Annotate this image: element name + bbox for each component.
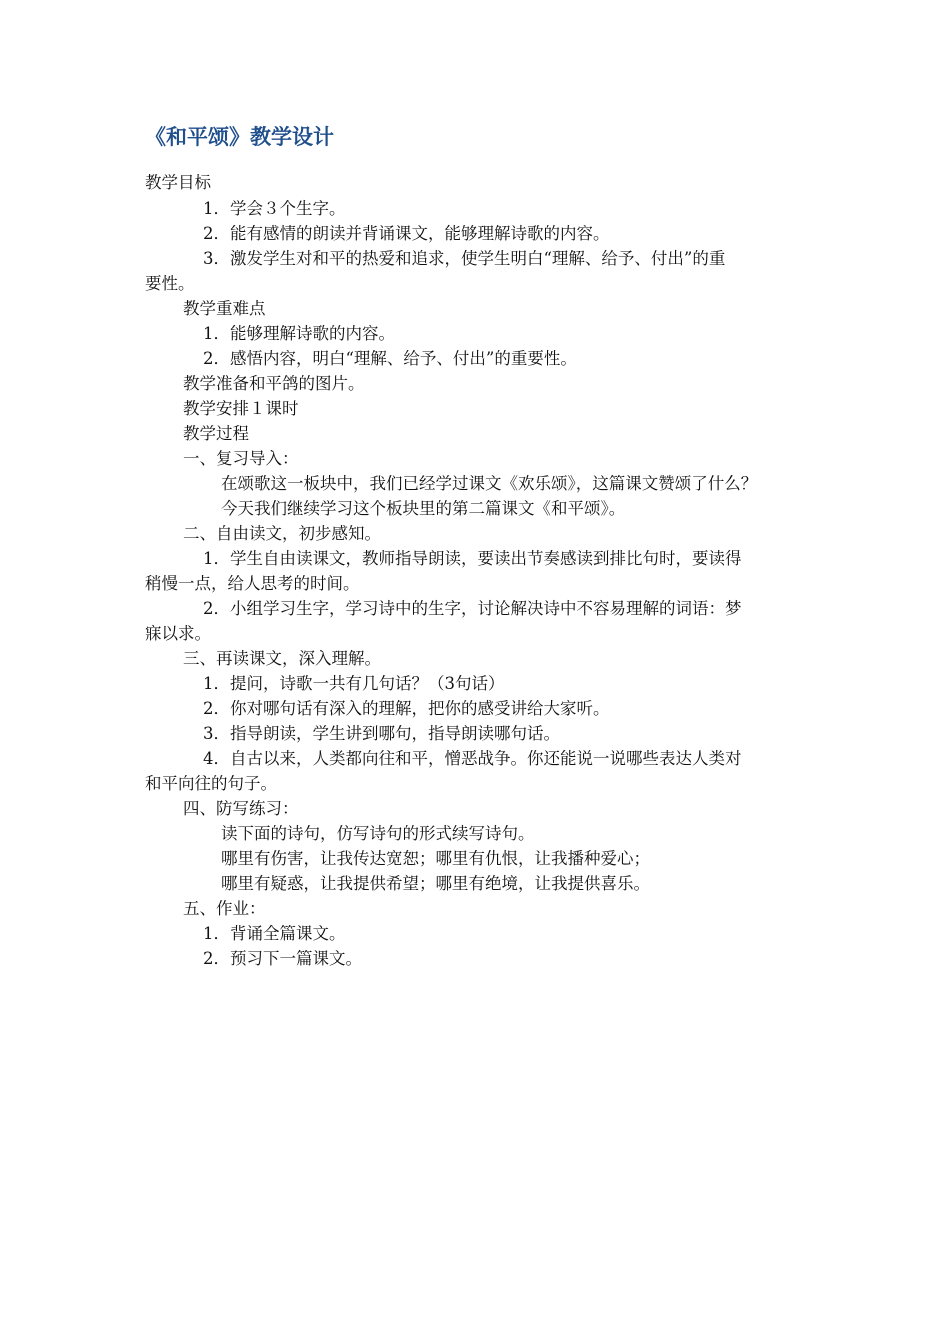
step-heading: 五、作业： [183, 899, 266, 918]
step-text-continuation: 稍慢一点，给人思考的时间。 [145, 574, 360, 593]
key-point-item: 1．能够理解诗歌的内容。 [203, 324, 395, 343]
objective-item: 2．能有感情的朗读并背诵课文，能够理解诗歌的内容。 [203, 224, 610, 243]
objective-item: 3．激发学生对和平的热爱和追求，使学生明白“理解、给予、付出”的重 [203, 249, 726, 268]
objective-item: 1．学会３个生字。 [203, 199, 346, 218]
step-heading: 一、复习导入： [183, 449, 299, 468]
poem-line: 哪里有疑惑，让我提供希望；哪里有绝境，让我提供喜乐。 [221, 874, 650, 893]
homework-item: 1．背诵全篇课文。 [203, 924, 346, 943]
section-preparation: 教学准备和平鸽的图片。 [183, 374, 365, 393]
step-text: 在颂歌这一板块中，我们已经学过课文《欢乐颂》，这篇课文赞颂了什么？ [221, 474, 758, 493]
step-text: 1．提问，诗歌一共有几句话？（3句话） [203, 674, 505, 693]
homework-item: 2．预习下一篇课文。 [203, 949, 362, 968]
objective-item-continuation: 要性。 [145, 274, 195, 293]
step-text: 今天我们继续学习这个板块里的第二篇课文《和平颂》。 [221, 499, 626, 518]
step-text-continuation: 和平向往的句子。 [145, 774, 277, 793]
step-text: 2．小组学习生字，学习诗中的生字，讨论解决诗中不容易理解的词语：梦 [203, 599, 742, 618]
step-text: 3．指导朗读，学生讲到哪句，指导朗读哪句话。 [203, 724, 560, 743]
key-point-item: 2．感悟内容，明白“理解、给予、付出”的重要性。 [203, 349, 577, 368]
step-text: 1．学生自由读课文，教师指导朗读，要读出节奏感读到排比句时，要读得 [203, 549, 742, 568]
step-heading: 二、自由读文，初步感知。 [183, 524, 381, 543]
poem-line: 哪里有伤害，让我传达宽恕；哪里有仇恨，让我播种爱心； [221, 849, 650, 868]
section-schedule: 教学安排１课时 [183, 399, 299, 418]
step-heading: 三、再读课文，深入理解。 [183, 649, 381, 668]
step-text: 4．自古以来，人类都向往和平，憎恶战争。你还能说一说哪些表达人类对 [203, 749, 742, 768]
section-heading-process: 教学过程 [183, 424, 249, 443]
document-title: 《和平颂》教学设计 [145, 125, 334, 149]
step-heading: 四、防写练习： [183, 799, 299, 818]
step-text-continuation: 寐以求。 [145, 624, 211, 643]
step-text: 2．你对哪句话有深入的理解，把你的感受讲给大家听。 [203, 699, 610, 718]
step-text: 读下面的诗句，仿写诗句的形式续写诗句。 [221, 824, 535, 843]
section-heading-key-points: 教学重难点 [183, 299, 266, 318]
section-heading-objectives: 教学目标 [145, 173, 211, 192]
